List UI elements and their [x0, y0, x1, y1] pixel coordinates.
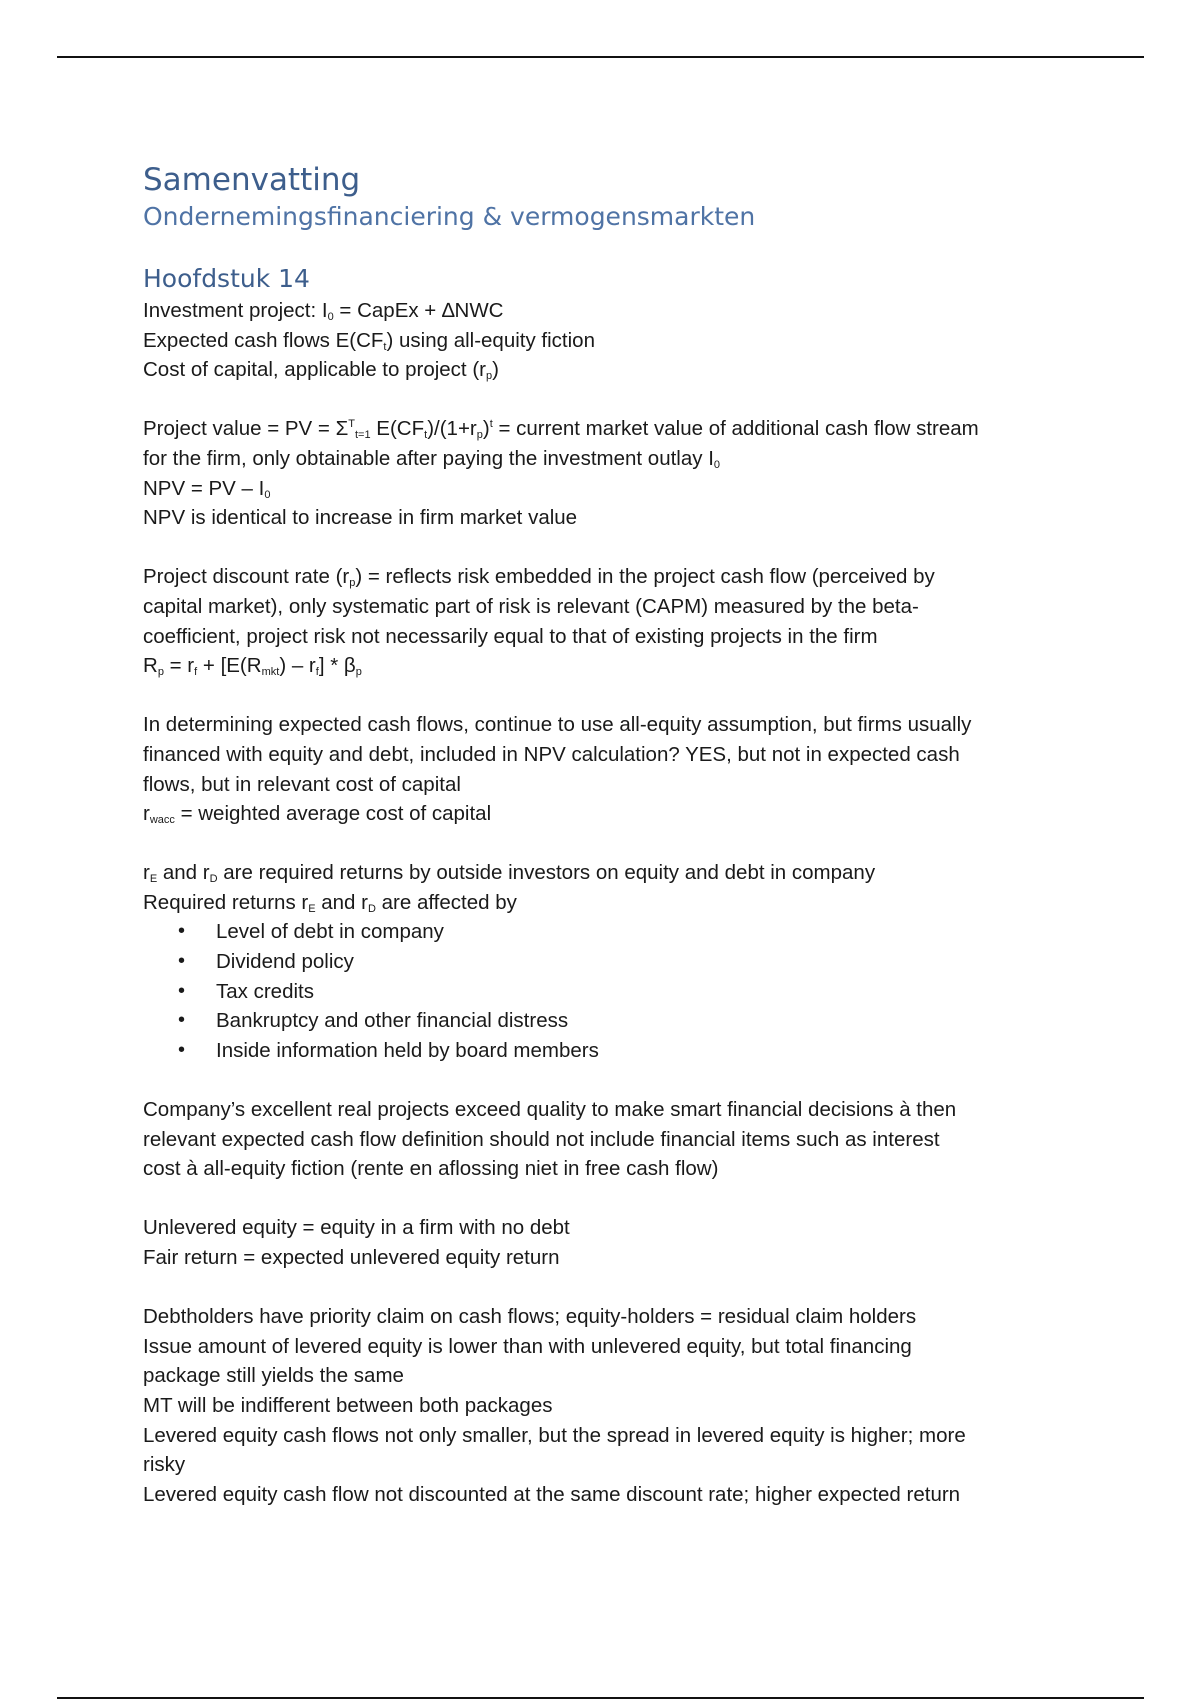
text-line: risky — [143, 1453, 186, 1477]
chapter-heading: Hoofdstuk 14 — [143, 264, 310, 293]
text-line: Levered equity cash flow not discounted at the same discount rate; higher expected return — [143, 1482, 961, 1506]
paragraph-discount-rate — [143, 562, 1063, 680]
text-line: Fair return = expected unlevered equity return — [143, 1246, 560, 1269]
text-line: Levered equity cash flows not only smaller, but the spread in levered equity is higher; more — [143, 1423, 966, 1447]
text-line: MT will be indifferent between both packages — [143, 1393, 553, 1417]
text-line: Required returns $r_E$ and $r_D$ are affected by — [143, 890, 517, 915]
text-line: Debtholders have priority claim on cash flows; equity-holders = residual claim holders — [143, 1305, 917, 1329]
text-line: Investment project: $I_0$ = CapEx + ∆NWC — [143, 299, 504, 323]
formula-line: Project value = PV = $\Sigma^T_{t=1}$ $E(CF_t)/(1+r_p)^t$ = current market value of additional cash flow stream — [143, 417, 979, 442]
text-line: financed with equity and debt, included in NPV calculation? YES, but not in expected cash — [143, 742, 960, 766]
text-line: NPV is identical to increase in firm market value — [143, 506, 578, 530]
text-line: In determining expected cash flows, continue to use all-equity assumption, but firms usually — [143, 713, 972, 737]
text-line: coefficient, project risk not necessarily equal to that of existing projects in the firm — [143, 624, 878, 648]
text-line: Cost of capital, applicable to project $(r_p)$ — [143, 358, 499, 383]
list-item: • Dividend policy — [143, 947, 1063, 977]
paragraph-project-value — [143, 414, 1063, 532]
bullet-list — [143, 917, 1063, 1065]
paragraph-cost-of-capital — [143, 710, 1063, 828]
list-item: • Level of debt in company — [143, 917, 1063, 947]
paragraph-levered-equity — [143, 1302, 1063, 1509]
text-line: capital market), only systematic part of risk is relevant (CAPM) measured by the beta- — [143, 594, 919, 618]
paragraph-real-projects — [143, 1095, 1063, 1184]
document-title: Samenvatting — [143, 162, 361, 198]
text-line: cost à all-equity fiction (rente en aflossing niet in free cash flow) — [143, 1157, 719, 1181]
formula-line: NPV = PV – $I_0$ — [143, 476, 271, 501]
header-rule — [57, 56, 1144, 58]
list-item: • Inside information held by board members — [143, 1036, 1063, 1066]
capm-formula: $R_p = r_f + [E(R_{mkt}) - r_f] * \beta_p$ — [143, 654, 362, 679]
text-line: package still yields the same — [143, 1364, 404, 1388]
paragraph-unlevered-equity — [143, 1213, 1063, 1272]
text-line: $r_E$ and $r_D$ are required returns by outside investors on equity and debt in company — [143, 861, 876, 886]
footer-rule — [57, 1697, 1144, 1699]
list-item: • Bankruptcy and other financial distress — [143, 1006, 1063, 1036]
text-line: relevant expected cash flow definition should not include financial items such as interest — [143, 1127, 940, 1151]
text-line: flows, but in relevant cost of capital — [143, 772, 461, 796]
text-line: Company’s excellent real projects exceed quality to make smart financial decisions à then — [143, 1098, 957, 1122]
text-line: Unlevered equity = equity in a firm with no debt — [143, 1216, 570, 1240]
paragraph-investment — [143, 296, 1063, 385]
list-item: • Tax credits — [143, 977, 1063, 1007]
document-subtitle: Ondernemingsfinanciering & vermogensmarkten — [143, 202, 756, 231]
document-body — [143, 160, 1063, 1509]
text-line: for the firm, only obtainable after paying the investment outlay $I_0$ — [143, 446, 721, 471]
text-line: Project discount rate $(r_p)$ = reflects risk embedded in the project cash flow (perceived by — [143, 565, 935, 590]
text-line: Issue amount of levered equity is lower than with unlevered equity, but total financing — [143, 1334, 912, 1358]
text-line: Expected cash flows $E(CF_t)$ using all-equity fiction — [143, 328, 595, 353]
paragraph-required-returns — [143, 858, 1063, 1065]
wacc-definition: $r_{wacc}$ = weighted average cost of capital — [143, 802, 492, 827]
